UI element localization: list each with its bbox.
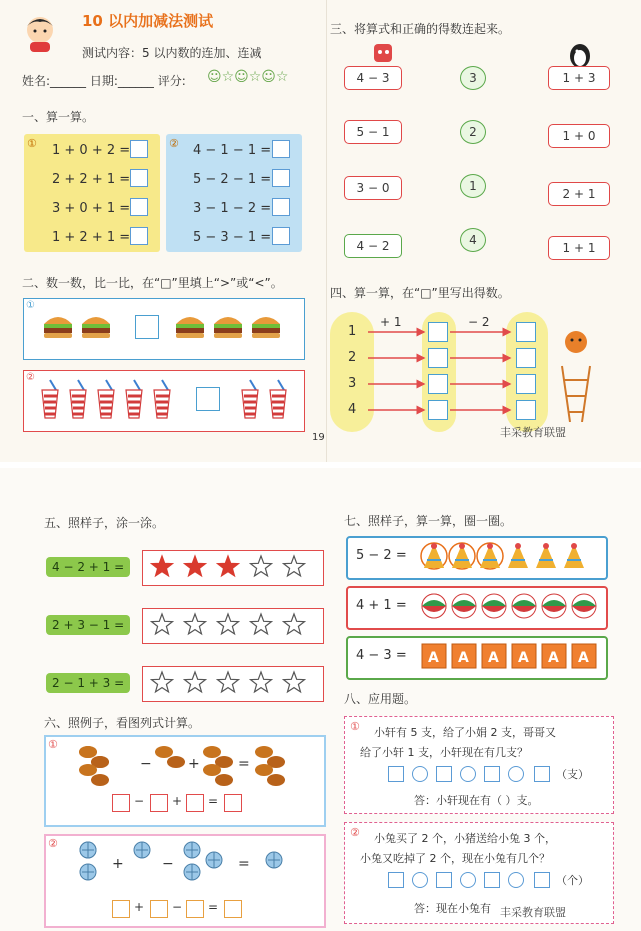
section4-heading: 四、算一算，在“□”里写出得数。 <box>330 286 510 300</box>
q1-unit: （支） <box>556 768 589 781</box>
section5-heading: 五、照样子，涂一涂。 <box>44 516 165 530</box>
op-minus-two: − 2 <box>468 315 490 329</box>
color-eq-1: 4 − 2 + 1 = <box>46 557 130 577</box>
expr-right-2: 1 + 0 <box>548 124 610 148</box>
chain-num-1: 1 <box>348 324 357 339</box>
mid-box-3[interactable] <box>428 374 448 394</box>
eq-b-3: 3 − 1 − 2 = <box>193 201 272 216</box>
svg-text:−: − <box>140 756 152 772</box>
burger-icons <box>42 310 292 346</box>
chain-num-3: 3 <box>348 376 357 391</box>
eq-b-1: 4 − 1 − 1 = <box>193 143 272 158</box>
eq-a-1: 1 + 0 + 2 = <box>52 143 131 158</box>
svg-text:+: + <box>112 856 124 872</box>
pic-box-2d[interactable] <box>224 900 242 918</box>
drink-cup-icons <box>40 378 300 422</box>
expr-right-4: 1 + 1 <box>548 236 610 260</box>
q1-box-2[interactable] <box>436 766 452 782</box>
end-box-2[interactable] <box>516 348 536 368</box>
answer-box-a-1[interactable] <box>130 140 148 158</box>
pic-box-2b[interactable] <box>150 900 168 918</box>
pic-box-2c[interactable] <box>186 900 204 918</box>
q2-box-1[interactable] <box>388 872 404 888</box>
chain-num-4: 4 <box>348 402 357 417</box>
q1-box-result[interactable] <box>534 766 550 782</box>
compare-box-2[interactable] <box>196 387 220 411</box>
star-3-4[interactable] <box>251 672 272 692</box>
roast-chicken-icons <box>78 742 298 786</box>
op-eq-b: = <box>208 900 219 914</box>
q1-op-2[interactable] <box>460 766 476 782</box>
result-2[interactable]: 2 <box>460 120 486 144</box>
panel-b-number: ② <box>169 137 179 150</box>
q1-number: ① <box>350 720 360 733</box>
color-eq-3: 2 − 1 + 3 = <box>46 673 130 693</box>
q1-line1: 小轩有 5 支，给了小娟 2 支，哥哥又 <box>374 726 556 739</box>
section1-heading: 一、算一算。 <box>22 110 95 124</box>
svg-text:+: + <box>188 756 200 772</box>
beach-ball-icons <box>420 590 604 622</box>
eq-b-4: 5 − 3 − 1 = <box>193 230 272 245</box>
star-2-3[interactable] <box>218 614 239 634</box>
compare-num-1: ① <box>26 300 35 311</box>
answer-box-a-2[interactable] <box>130 169 148 187</box>
pic-box-2a[interactable] <box>112 900 130 918</box>
compare-box-1[interactable] <box>135 315 159 339</box>
eq-a-2: 2 + 2 + 1 = <box>52 172 131 187</box>
op-eq-a: = <box>208 794 219 808</box>
worksheet-page-1 <box>0 0 641 462</box>
answer-box-a-3[interactable] <box>130 198 148 216</box>
worksheet-page-2 <box>0 468 641 931</box>
pic-box-1a[interactable] <box>112 794 130 812</box>
pic-box-1d[interactable] <box>224 794 242 812</box>
q2-op-2[interactable] <box>460 872 476 888</box>
page-number: 19 <box>312 432 325 443</box>
circle-eq-2: 4 + 1 = <box>356 598 407 613</box>
circle-eq-1: 5 − 2 = <box>356 548 407 563</box>
watermark-2: 丰采教育联盟 <box>500 906 566 919</box>
section7-heading: 七、照样子，算一算，圈一圈。 <box>344 514 513 528</box>
q1-op-1[interactable] <box>412 766 428 782</box>
section6-heading: 六、照例子，看图列式计算。 <box>44 716 201 730</box>
penguin-icon <box>565 42 595 68</box>
color-eq-2: 2 + 3 − 1 = <box>46 615 130 635</box>
svg-text:=: = <box>238 756 250 772</box>
compare-num-2: ② <box>26 372 35 383</box>
panel-a-number: ① <box>27 137 37 150</box>
op-plus-b: + <box>134 900 145 914</box>
page-divider <box>326 0 327 462</box>
q2-box-2[interactable] <box>436 872 452 888</box>
q2-answer: 答：现在小兔有 <box>414 902 491 915</box>
star-2-2[interactable] <box>185 614 206 634</box>
star-3-2[interactable] <box>185 672 206 692</box>
end-box-3[interactable] <box>516 374 536 394</box>
result-1[interactable]: 3 <box>460 66 486 90</box>
party-hat-icons <box>420 540 600 572</box>
section8-heading: 八、应用题。 <box>344 692 417 706</box>
letter-block-icons <box>420 640 604 672</box>
star-3-5[interactable] <box>284 672 305 692</box>
q2-box-3[interactable] <box>484 872 500 888</box>
expr-right-3: 2 + 1 <box>548 182 610 206</box>
svg-text:=: = <box>238 856 250 872</box>
end-box-1[interactable] <box>516 322 536 342</box>
star-2-1[interactable] <box>152 614 173 634</box>
expr-right-1: 1 + 3 <box>548 66 610 90</box>
answer-box-b-2[interactable] <box>272 169 290 187</box>
rating-faces-icon: ☺☆☺☆☺☆ <box>207 69 289 85</box>
section3-heading: 三、将算式和正确的得数连起来。 <box>330 22 511 36</box>
q2-eq <box>508 872 524 888</box>
eq-b-2: 5 − 2 − 1 = <box>193 172 272 187</box>
globe-icons <box>78 840 310 886</box>
info-line: 姓名:______ 日期:______ 评分: <box>22 74 186 88</box>
star-1-1[interactable] <box>152 556 173 576</box>
svg-text:−: − <box>162 856 174 872</box>
q2-box-result[interactable] <box>534 872 550 888</box>
q2-line2: 小兔又吃掉了 2 个，现在小兔有几个？ <box>360 852 550 865</box>
star-rows-svg <box>146 552 318 698</box>
q2-unit: （个） <box>556 874 589 887</box>
pic-box-1b[interactable] <box>150 794 168 812</box>
star-1-5[interactable] <box>284 556 305 576</box>
mid-box-2[interactable] <box>428 348 448 368</box>
op-plus-a: + <box>172 794 183 808</box>
op-plus-one: + 1 <box>380 315 402 329</box>
answer-box-b-4[interactable] <box>272 227 290 245</box>
eq-a-4: 1 + 2 + 1 = <box>52 230 131 245</box>
q1-line2: 给了小轩 1 支，小轩现在有几支？ <box>360 746 528 759</box>
result-3[interactable]: 1 <box>460 174 486 198</box>
end-box-4[interactable] <box>516 400 536 420</box>
expr-left-4: 4 − 2 <box>344 234 402 258</box>
q1-eq <box>508 766 524 782</box>
chain-num-2: 2 <box>348 350 357 365</box>
q2-line1: 小兔买了 2 个，小猪送给小兔 3 个， <box>374 832 556 845</box>
q2-op-1[interactable] <box>412 872 428 888</box>
q1-box-1[interactable] <box>388 766 404 782</box>
star-1-4[interactable] <box>251 556 272 576</box>
expr-left-2: 5 − 1 <box>344 120 402 144</box>
pic-box-1c[interactable] <box>186 794 204 812</box>
star-2-4[interactable] <box>251 614 272 634</box>
op-minus-a: − <box>134 794 145 808</box>
section2-heading: 二、数一数，比一比，在“□”里填上“>”或“<”。 <box>22 276 283 290</box>
mid-box-4[interactable] <box>428 400 448 420</box>
boy-mascot-icon <box>18 10 62 54</box>
panel6-num-2: ② <box>48 837 58 850</box>
star-2-5[interactable] <box>284 614 305 634</box>
star-3-3[interactable] <box>218 672 239 692</box>
answer-box-b-3[interactable] <box>272 198 290 216</box>
circle-eq-3: 4 − 3 = <box>356 648 407 663</box>
q1-box-3[interactable] <box>484 766 500 782</box>
answer-box-b-1[interactable] <box>272 140 290 158</box>
fox-tower-icon <box>556 326 596 422</box>
panel6-num-1: ① <box>48 738 58 751</box>
robot-icon <box>368 40 398 66</box>
q2-number: ② <box>350 826 360 839</box>
expr-left-1: 4 − 3 <box>344 66 402 90</box>
worksheet-subtitle: 测试内容：5 以内数的连加、连减 <box>82 46 262 60</box>
result-4[interactable]: 4 <box>460 228 486 252</box>
answer-box-a-4[interactable] <box>130 227 148 245</box>
expr-left-3: 3 − 0 <box>344 176 402 200</box>
worksheet-title: 10 以内加减法测试 <box>82 12 214 30</box>
eq-a-3: 3 + 0 + 1 = <box>52 201 131 216</box>
op-minus-b: − <box>172 900 183 914</box>
q1-answer: 答：小轩现在有（ ）支。 <box>414 794 539 807</box>
mid-box-1[interactable] <box>428 322 448 342</box>
watermark-1: 丰采教育联盟 <box>500 426 566 439</box>
star-3-1[interactable] <box>152 672 173 692</box>
star-1-3[interactable] <box>218 556 239 576</box>
star-1-2[interactable] <box>185 556 206 576</box>
